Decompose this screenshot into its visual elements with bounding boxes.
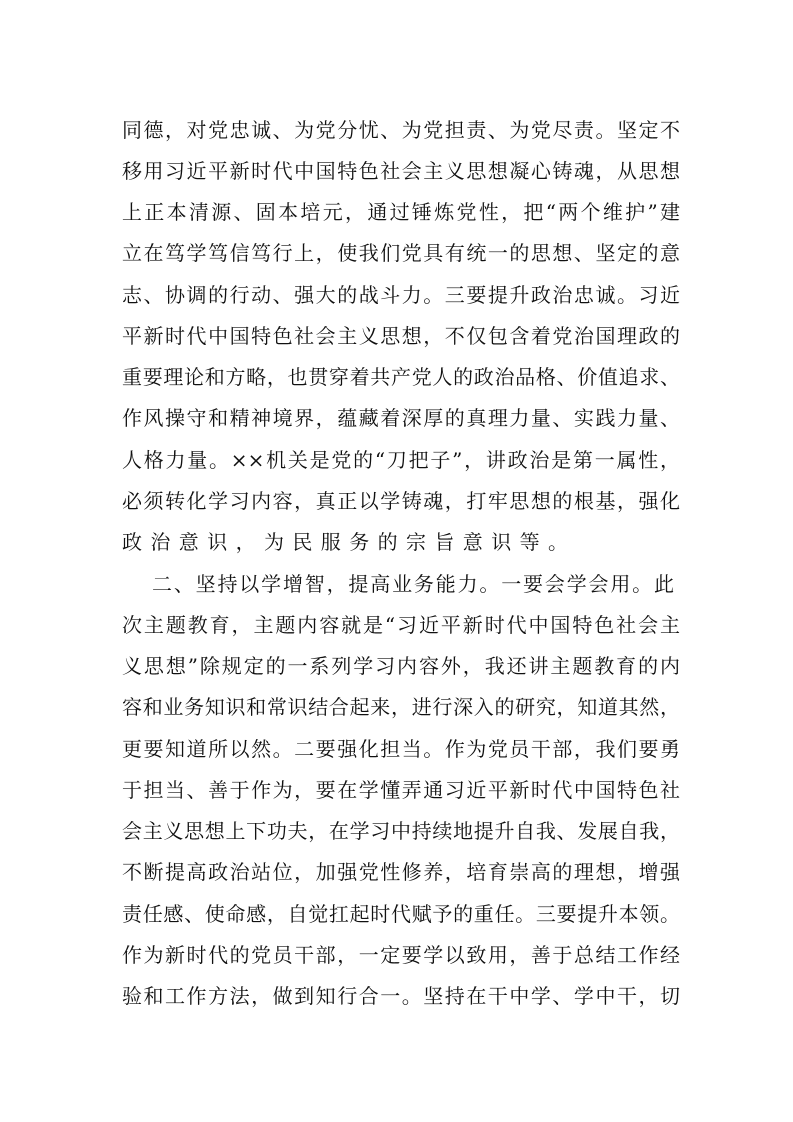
text-line: 立在笃学笃信笃行上，使我们党具有统一的思想、坚定的意 bbox=[122, 241, 680, 265]
text-line: 平新时代中国特色社会主义思想，不仅包含着党治国理政的 bbox=[122, 324, 680, 348]
text-line: 义思想”除规定的一系列学习内容外，我还讲主题教育的内 bbox=[122, 654, 680, 678]
text-line: 人格力量。××机关是党的“刀把子”，讲政治是第一属性， bbox=[122, 448, 680, 472]
text-line: 志、协调的行动、强大的战斗力。三要提升政治忠诚。习近 bbox=[122, 283, 680, 307]
text-line: 作风操守和精神境界，蕴藏着深厚的真理力量、实践力量、 bbox=[122, 406, 680, 430]
text-line: 更要知道所以然。二要强化担当。作为党员干部，我们要勇 bbox=[122, 737, 680, 761]
text-line: 责任感、使命感，自觉扛起时代赋予的重任。三要提升本领。 bbox=[122, 902, 680, 926]
text-line: 政治意识，为民服务的宗旨意识等。 bbox=[122, 530, 577, 554]
text-line: 验和工作方法，做到知行合一。坚持在干中学、学中干，切 bbox=[122, 984, 680, 1008]
text-line: 于担当、善于作为，要在学懂弄通习近平新时代中国特色社 bbox=[122, 778, 680, 802]
text-line: 作为新时代的党员干部，一定要学以致用，善于总结工作经 bbox=[122, 943, 680, 967]
text-line: 不断提高政治站位，加强党性修养，培育崇高的理想，增强 bbox=[122, 860, 680, 884]
text-line: 会主义思想上下功夫，在学习中持续地提升自我、发展自我， bbox=[122, 819, 680, 843]
text-line: 次主题教育，主题内容就是“习近平新时代中国特色社会主 bbox=[122, 613, 680, 637]
text-line: 容和业务知识和常识结合起来，进行深入的研究，知道其然， bbox=[122, 695, 680, 719]
text-line: 必须转化学习内容，真正以学铸魂，打牢思想的根基，强化 bbox=[122, 489, 680, 513]
text-line: 重要理论和方略，也贯穿着共产党人的政治品格、价值追求、 bbox=[122, 365, 680, 389]
text-line: 上正本清源、固本培元，通过锤炼党性，把“两个维护”建 bbox=[122, 200, 680, 224]
text-line: 同德，对党忠诚、为党分忧、为党担责、为党尽责。坚定不 bbox=[122, 118, 680, 142]
text-line: 二、坚持以学增智，提高业务能力。一要会学会用。此 bbox=[152, 572, 674, 596]
text-line: 移用习近平新时代中国特色社会主义思想凝心铸魂，从思想 bbox=[122, 159, 680, 183]
